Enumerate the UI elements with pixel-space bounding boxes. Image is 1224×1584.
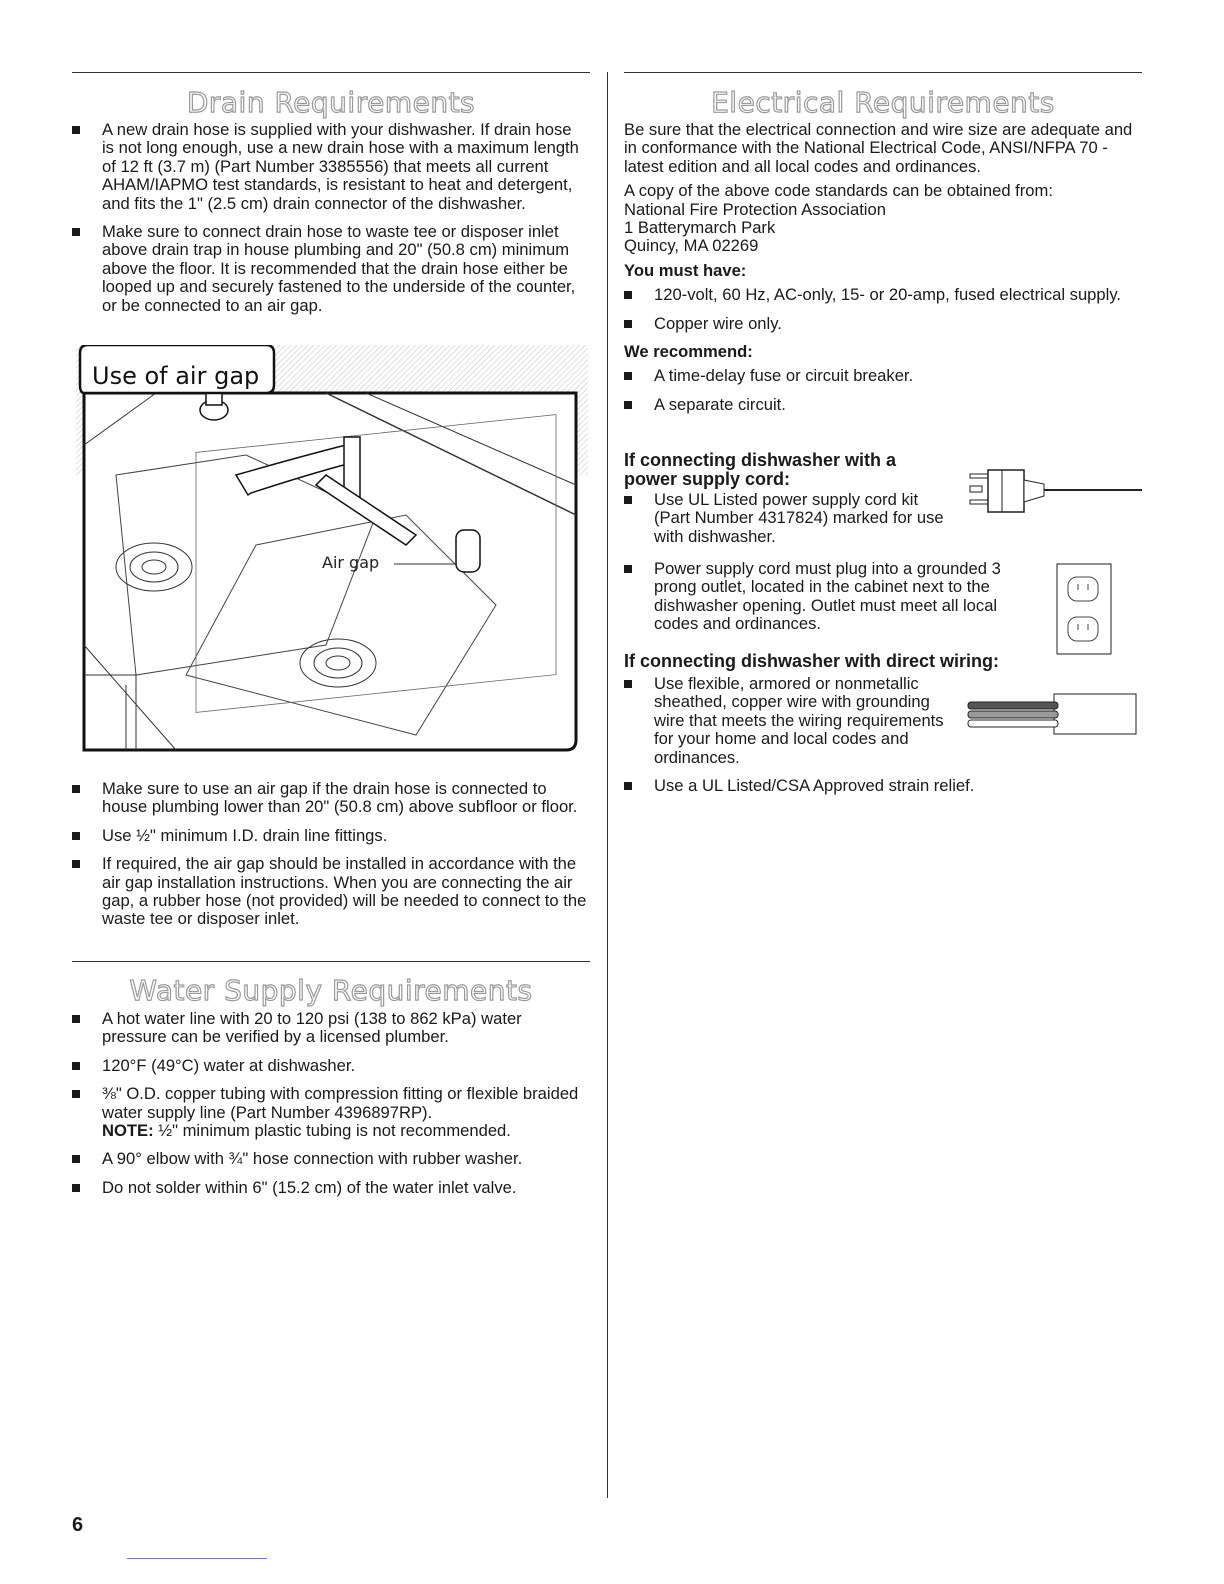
address-line: National Fire Protection Association — [624, 199, 886, 219]
copy-line: A copy of the above code standards can be obtained from: — [624, 181, 1053, 201]
bullet-icon — [72, 860, 80, 868]
list-item: ⅜" O.D. copper tubing with compression fitting or flexible braided water supply line (Part Number 4396897RP). NOTE: ½" minimum plastic tubing is not recommended. — [72, 1085, 587, 1140]
bullet-icon — [624, 372, 632, 380]
list-item: Use ½" minimum I.D. drain line fittings. — [72, 827, 587, 845]
bullet-icon — [624, 291, 632, 299]
figure-title: Use of air gap — [92, 362, 260, 390]
top-rule-right — [624, 72, 1142, 73]
cord-section — [624, 451, 954, 556]
bullet-icon — [72, 1155, 80, 1163]
list-item: Copper wire only. — [624, 315, 1142, 333]
must-have-label: You must have: — [624, 260, 747, 280]
bullet-icon — [624, 565, 632, 573]
note-text: ½" minimum plastic tubing is not recommended. — [153, 1121, 511, 1141]
list-item: Use flexible, armored or nonmetallic sheathed, copper wire with grounding wire that meets the wiring requirements for your home and local codes and ordinances. — [624, 675, 944, 767]
address-line: Quincy, MA 02269 — [624, 236, 759, 256]
list-item: A separate circuit. — [624, 396, 1142, 414]
address-line: 1 Batterymarch Park — [624, 218, 776, 238]
bullet-icon — [72, 228, 80, 236]
column-divider — [607, 72, 608, 1498]
air-gap-figure — [76, 345, 588, 755]
mid-rule-left — [72, 961, 590, 962]
water-list — [72, 1010, 587, 1207]
list-item: If required, the air gap should be installed in accordance with the air gap installation instructions. When you are connecting the air gap, a rubber hose (not provided) will be needed to connect to the waste tee or disposer inlet. — [72, 855, 587, 929]
electrical-intro: Be sure that the electrical connection and wire size are adequate and in conformance with the National Electrical Code, ANSI/NFPA 70 - latest edition and all local codes and ordinances. — [624, 120, 1133, 176]
list-item: Make sure to use an air gap if the drain hose is connected to house plumbing lower than 20" (50.8 cm) above subfloor or floor. — [72, 780, 587, 817]
note-label: NOTE: — [102, 1121, 154, 1141]
list-item: Do not solder within 6" (15.2 cm) of the water inlet valve. — [72, 1179, 587, 1197]
electrical-heading: Electrical Requirements — [711, 86, 1055, 119]
outlet-icon — [1056, 563, 1112, 655]
bullet-icon — [72, 1090, 80, 1098]
list-item: 120°F (49°C) water at dishwasher. — [72, 1057, 587, 1075]
bullet-icon — [72, 832, 80, 840]
bullet-icon — [624, 401, 632, 409]
bullet-icon — [624, 782, 632, 790]
bullet-icon — [72, 126, 80, 134]
list-item: 120-volt, 60 Hz, AC-only, 15- or 20-amp, fused electrical supply. — [624, 286, 1142, 304]
electrical-body — [624, 121, 1142, 424]
bullet-icon — [72, 785, 80, 793]
bullet-icon — [72, 1062, 80, 1070]
list-item: Use a UL Listed/CSA Approved strain relief. — [624, 777, 1054, 795]
list-item: Use UL Listed power supply cord kit (Part Number 4317824) marked for use with dishwasher. — [624, 491, 954, 546]
bullet-icon — [72, 1015, 80, 1023]
list-item: A hot water line with 20 to 120 psi (138 to 862 kPa) water pressure can be verified by a licensed plumber. — [72, 1010, 587, 1047]
drain-heading: Drain Requirements — [186, 86, 476, 119]
top-rule-left — [72, 72, 590, 73]
list-item: Power supply cord must plug into a grounded 3 prong outlet, located in the cabinet next to the dishwasher opening. Outlet must meet all local codes and ordinances. — [624, 560, 1024, 634]
bullet-icon — [624, 680, 632, 688]
bullet-icon — [72, 1184, 80, 1192]
power-cord-plug-icon — [964, 468, 1144, 516]
cord-heading: If connecting dishwasher with a power supply cord: — [624, 450, 897, 489]
water-heading: Water Supply Requirements — [129, 974, 533, 1007]
direct-wire-icon — [958, 690, 1138, 740]
drain-list — [72, 121, 587, 325]
recommend-label: We recommend: — [624, 342, 753, 362]
cord-section-2 — [624, 560, 1024, 644]
air-gap-label: Air gap — [322, 553, 380, 572]
list-item: A time-delay fuse or circuit breaker. — [624, 367, 1142, 385]
list-item: Make sure to connect drain hose to waste tee or disposer inlet above drain trap in house plumbing and 20" (50.8 cm) minimum above the floor. It is recommended that the drain hose either be looped up and securely fastened to the underside of the counter, or be connected to an air gap. — [72, 223, 587, 315]
footer-link-line — [127, 1558, 267, 1559]
list-item: A new drain hose is supplied with your dishwasher. If drain hose is not long enough, use a new drain hose with a maximum length of 12 ft (3.7 m) (Part Number 3385556) that meets all current AHAM/IAPMO test standards, is resistant to heat and detergent, and fits the 1" (2.5 cm) drain connector of the dishwasher. — [72, 121, 587, 213]
drain-list-after — [72, 780, 587, 939]
bullet-icon — [624, 320, 632, 328]
bullet-icon — [624, 496, 632, 504]
direct-heading: If connecting dishwasher with direct wiring: — [624, 651, 1000, 671]
list-item: A 90° elbow with ¾" hose connection with rubber washer. — [72, 1150, 587, 1168]
page-number: 6 — [72, 1514, 84, 1536]
